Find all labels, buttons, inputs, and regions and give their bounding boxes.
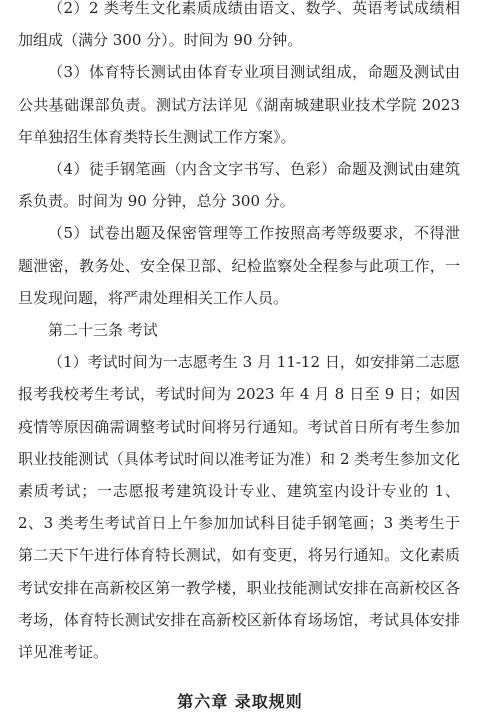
article-23-heading: 第二十三条 考试 (48, 321, 158, 340)
paragraph-sports-test: （3）体育特长测试由体育专业项目测试组成，命题及测试由公共基础课部负责。测试方法详见《湖南城建职业技术学院 2023 年单独招生体育类特长生测试工作方案》。 (18, 63, 460, 146)
paragraph-pen-drawing: （4）徒手钢笔画（内含文字书写、色彩）命题及测试由建筑系负责。时间为 90 分钟，总分 300 分。 (18, 160, 460, 211)
paragraph-culture-score: （2）2 类考生文化素质成绩由语文、数学、英语考试成绩相加组成（满分 300 分）。时间为 90 分钟。 (18, 0, 460, 50)
chapter-6-heading: 第六章 录取规则 (177, 692, 303, 711)
paragraph-confidentiality: （5）试卷出题及保密管理等工作按照高考等级要求，不得泄题泄密，教务处、安全保卫部、纪检监察处全程参与此项工作，一旦发现问题，将严肃处理相关工作人员。 (18, 224, 460, 307)
paragraph-exam-schedule: （1）考试时间为一志愿考生 3 月 11-12 日，如安排第二志愿报考我校考生考试，考试时间为 2023 年 4 月 8 日至 9 日；如因疫情等原因确需调整考试时间将另行通知。考试首日所有考生参加职业技能测试（具体考试时间以准考证为准）和 2 类考生参加文化素质考试；一志愿报考建筑设计专业、建筑室内设计专业的 1、2、3 类考生考试首日上午参加加试科目徒手钢笔画；3 类考生于第二天下午进行体育特长测试，如有变更，将另行通知。文化素质考试安排在高新校区第一教学楼，职业技能测试安排在高新校区各考场，体育特长测试安排在高新校区新体育场场馆，考试具体安排详见准考证。 (18, 353, 460, 662)
